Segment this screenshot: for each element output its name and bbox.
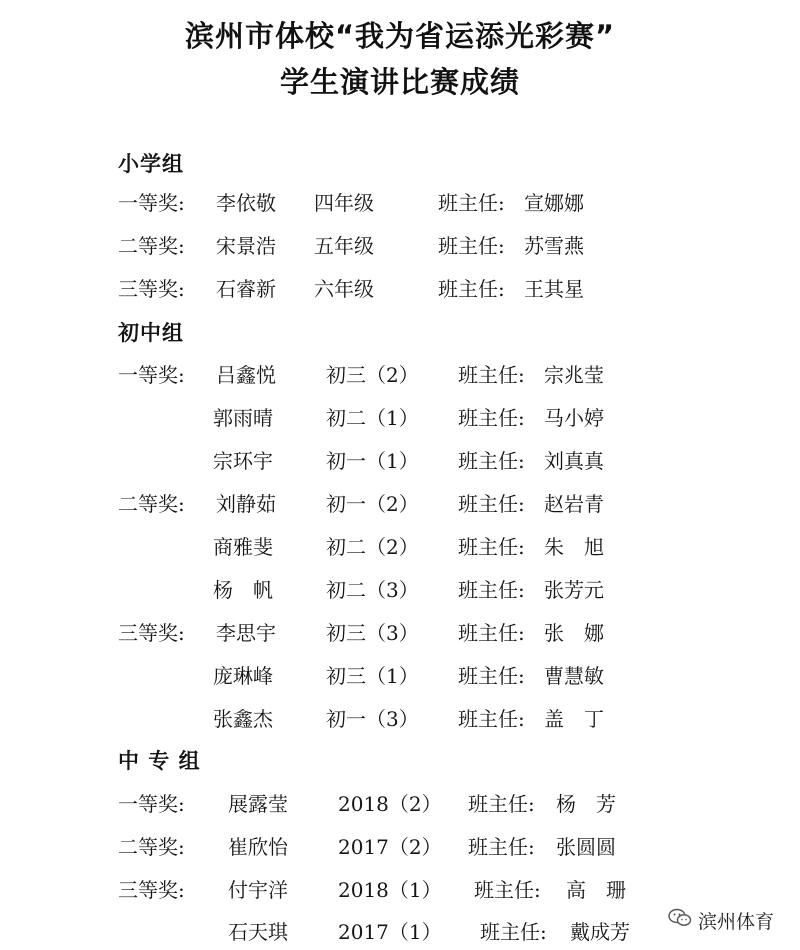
- award-level: 二等奖:: [118, 234, 185, 258]
- wechat-icon: [668, 908, 692, 932]
- teacher-name: 张 娜: [544, 621, 604, 645]
- teacher-name: 苏雪燕: [524, 234, 584, 258]
- student-class: 初三（1）: [326, 664, 419, 688]
- watermark-text: 滨州体育: [698, 910, 775, 933]
- table-row: [0, 831, 800, 861]
- teacher-name: 戴成芳: [570, 920, 630, 944]
- teacher-label: 班主任:: [474, 878, 541, 902]
- student-class: 2017（1）: [338, 920, 442, 944]
- teacher-label: 班主任:: [458, 363, 525, 387]
- teacher-name: 张芳元: [544, 578, 604, 602]
- award-level: 三等奖:: [118, 277, 185, 301]
- teacher-label: 班主任:: [458, 621, 525, 645]
- group-heading-primary: 小学组: [118, 152, 184, 176]
- table-row: [0, 445, 800, 475]
- student-name: 李依敬: [216, 191, 276, 215]
- student-class: 初一（1）: [326, 449, 419, 473]
- student-class: 初一（3）: [326, 707, 419, 731]
- student-name: 庞琳峰: [213, 664, 273, 688]
- award-level: 二等奖:: [118, 835, 185, 859]
- document-title-line1: 滨州市体校“我为省运添光彩赛”: [184, 19, 616, 53]
- student-name: 郭雨晴: [213, 406, 273, 430]
- teacher-name: 马小婷: [544, 406, 604, 430]
- student-class: 2018（1）: [338, 878, 442, 902]
- table-row: [0, 531, 800, 561]
- teacher-name: 朱 旭: [544, 535, 604, 559]
- table-row: [0, 874, 800, 904]
- award-level: 一等奖:: [118, 191, 185, 215]
- teacher-label: 班主任:: [468, 792, 535, 816]
- award-level: 三等奖:: [118, 621, 185, 645]
- teacher-label: 班主任:: [458, 492, 525, 516]
- teacher-name: 宣娜娜: [524, 191, 584, 215]
- table-row: [0, 660, 800, 690]
- teacher-label: 班主任:: [480, 920, 547, 944]
- award-level: 三等奖:: [118, 878, 185, 902]
- student-class: 初三（3）: [326, 621, 419, 645]
- teacher-name: 曹慧敏: [544, 664, 604, 688]
- table-row: [0, 187, 800, 217]
- teacher-name: 赵岩青: [544, 492, 604, 516]
- teacher-name: 高 珊: [566, 878, 626, 902]
- teacher-name: 宗兆莹: [544, 363, 604, 387]
- award-level: 一等奖:: [118, 792, 185, 816]
- document-title-line2: 学生演讲比赛成绩: [279, 65, 520, 99]
- student-class: 初三（2）: [326, 363, 419, 387]
- award-level: 二等奖:: [118, 492, 185, 516]
- student-class: 四年级: [314, 191, 374, 215]
- teacher-label: 班主任:: [458, 578, 525, 602]
- student-class: 初二（3）: [326, 578, 419, 602]
- teacher-name: 盖 丁: [544, 707, 604, 731]
- teacher-name: 刘真真: [544, 449, 604, 473]
- table-row: [0, 402, 800, 432]
- teacher-label: 班主任:: [468, 835, 535, 859]
- student-name: 吕鑫悦: [216, 363, 276, 387]
- teacher-label: 班主任:: [438, 234, 505, 258]
- teacher-label: 班主任:: [458, 707, 525, 731]
- teacher-label: 班主任:: [458, 449, 525, 473]
- teacher-label: 班主任:: [438, 191, 505, 215]
- table-row: [0, 273, 800, 303]
- student-class: 2017（2）: [338, 835, 442, 859]
- teacher-label: 班主任:: [458, 406, 525, 430]
- student-name: 宋景浩: [216, 234, 276, 258]
- student-name: 宗环宇: [213, 449, 273, 473]
- table-row: [0, 359, 800, 389]
- student-name: 崔欣怡: [228, 835, 288, 859]
- student-class: 初二（2）: [326, 535, 419, 559]
- table-row: [0, 488, 800, 518]
- student-class: 初一（2）: [326, 492, 419, 516]
- student-class: 2018（2）: [338, 792, 442, 816]
- teacher-label: 班主任:: [438, 277, 505, 301]
- student-class: 初二（1）: [326, 406, 419, 430]
- table-row: [0, 703, 800, 733]
- table-row: [0, 788, 800, 818]
- student-name: 李思宇: [216, 621, 276, 645]
- award-level: 一等奖:: [118, 363, 185, 387]
- table-row: [0, 574, 800, 604]
- student-name: 刘静茹: [216, 492, 276, 516]
- watermark: [668, 906, 774, 934]
- student-name: 张鑫杰: [213, 707, 273, 731]
- table-row: [0, 617, 800, 647]
- student-name: 石睿新: [216, 277, 276, 301]
- group-heading-junior: 初中组: [118, 321, 184, 345]
- student-name: 石天琪: [228, 920, 288, 944]
- student-name: 付宇洋: [228, 878, 288, 902]
- group-heading-vocational: 中 专 组: [118, 749, 201, 773]
- student-name: 商雅斐: [213, 535, 273, 559]
- teacher-name: 王其星: [524, 277, 584, 301]
- teacher-name: 杨 芳: [556, 792, 616, 816]
- student-name: 展露莹: [228, 792, 288, 816]
- teacher-label: 班主任:: [458, 664, 525, 688]
- teacher-label: 班主任:: [458, 535, 525, 559]
- student-class: 六年级: [314, 277, 374, 301]
- student-class: 五年级: [314, 234, 374, 258]
- table-row: [0, 230, 800, 260]
- teacher-name: 张圆圆: [556, 835, 616, 859]
- student-name: 杨 帆: [213, 578, 273, 602]
